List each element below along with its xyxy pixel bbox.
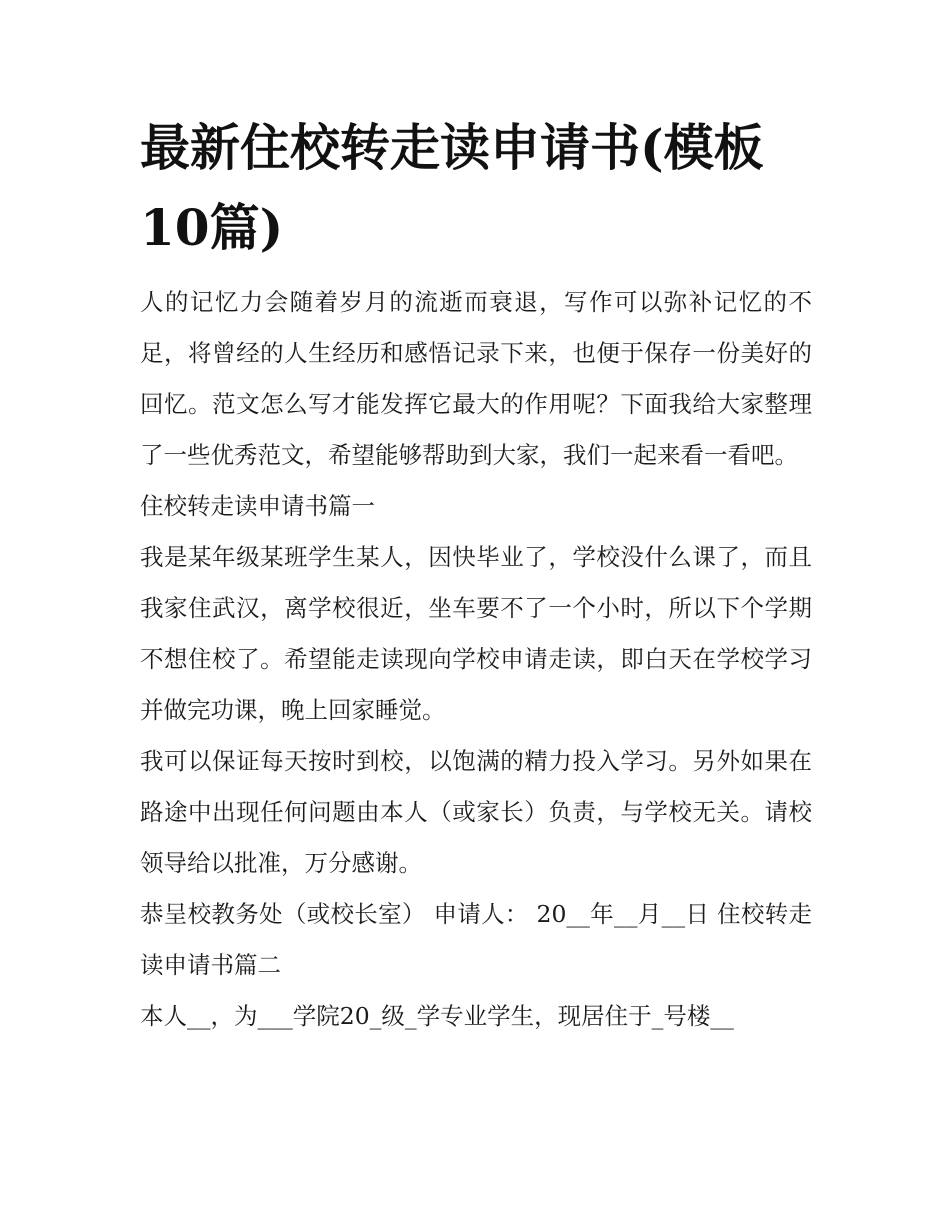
- document-title: 最新住校转走读申请书(模板10篇): [140, 118, 764, 257]
- intro-paragraph: 人的记忆力会随着岁月的流逝而衰退，写作可以弥补记忆的不足，将曾经的人生经历和感悟记录下来，也便于保存一份美好的回忆。范文怎么写才能发挥它最大的作用呢？下面我给大家整理了一些优秀范文，希望能够帮助到大家，我们一起来看一看吧。: [140, 288, 812, 469]
- body-paragraph: 本人__，为___学院20_级_学专业学生，现居住于_号楼__: [140, 1002, 734, 1030]
- body-paragraph: 我是某年级某班学生某人，因快毕业了，学校没什么课了，而且我家住武汉，离学校很近，坐车要不了一个小时，所以下个学期不想住校了。希望能走读现向学校申请走读，即白天在学校学习并做完功课，晚上回家睡觉。: [140, 543, 812, 724]
- document-body: [140, 277, 812, 1042]
- section-heading-1: 住校转走读申请书篇一: [140, 492, 375, 520]
- signature-paragraph: 恭呈校教务处（或校长室） 申请人： 20__年__月__日 住校转走读申请书篇二: [140, 900, 812, 979]
- body-paragraph: 我可以保证每天按时到校，以饱满的精力投入学习。另外如果在路途中出现任何问题由本人（或家长）负责，与学校无关。请校领导给以批准，万分感谢。: [140, 747, 812, 877]
